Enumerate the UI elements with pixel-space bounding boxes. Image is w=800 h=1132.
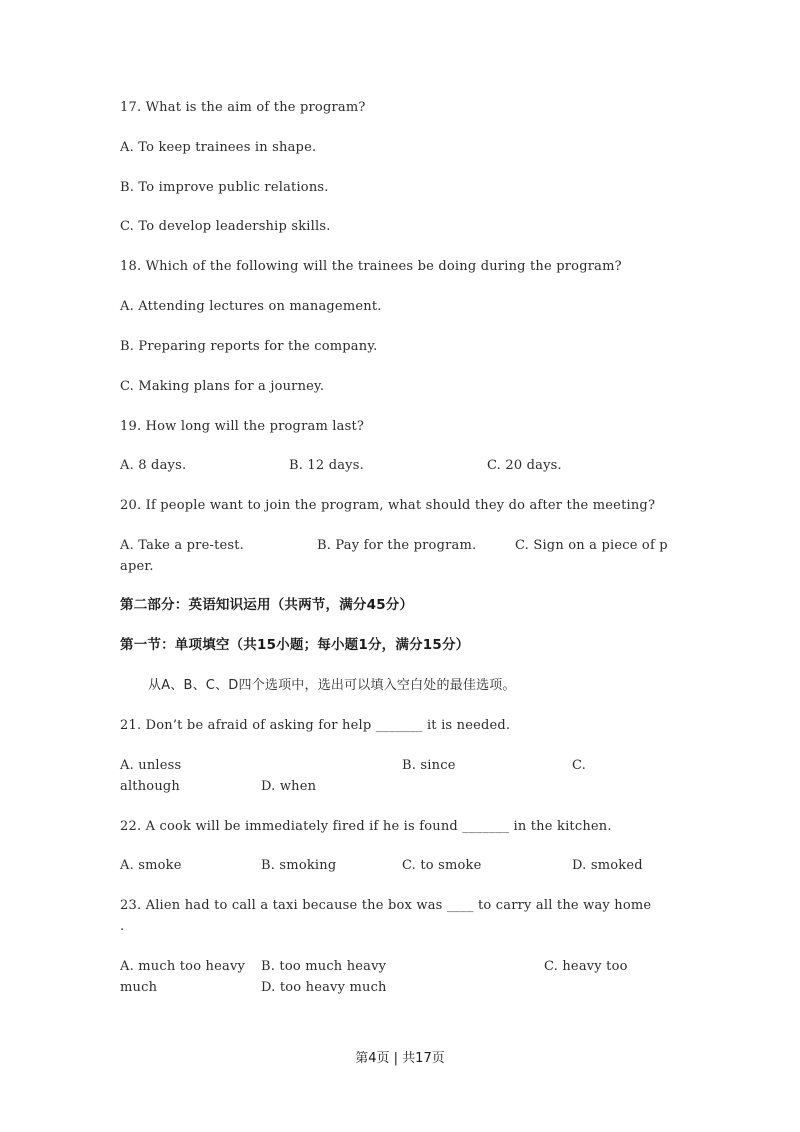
section1-heading: 第一节：单项填空（共15小题；每小题1分，满分15分） <box>120 637 470 653</box>
q23-stem: 23. Alien had to call a taxi because the box was ____ to carry all the way home <box>120 898 652 913</box>
q20-option-a: A. Take a pre-test. <box>120 538 245 553</box>
q22-option-d: D. smoked <box>572 858 643 873</box>
q22-option-b: B. smoking <box>261 858 337 873</box>
q17-stem: 17. What is the aim of the program? <box>120 100 366 115</box>
q21-stem: 21. Don’t be afraid of asking for help _______ it is needed. <box>120 718 511 733</box>
q19-option-b: B. 12 days. <box>289 458 364 473</box>
q21-option-c-wrap: although <box>120 779 180 794</box>
q18-option-b: B. Preparing reports for the company. <box>120 339 378 354</box>
q18-option-c: C. Making plans for a journey. <box>120 379 325 394</box>
part2-heading: 第二部分：英语知识运用（共两节，满分45分） <box>120 597 414 613</box>
q22-option-a: A. smoke <box>120 858 182 873</box>
q23-stem-wrap: . <box>120 919 125 934</box>
q23-option-d: D. too heavy much <box>261 980 387 995</box>
q22-stem: 22. A cook will be immediately fired if he is found _______ in the kitchen. <box>120 819 612 834</box>
q17-option-a: A. To keep trainees in shape. <box>120 140 317 155</box>
q20-option-c: C. Sign on a piece of p <box>515 538 668 553</box>
q18-option-a: A. Attending lectures on management. <box>120 299 382 314</box>
q23-option-c: C. heavy too <box>544 959 628 974</box>
q19-stem: 19. How long will the program last? <box>120 419 365 434</box>
q20-stem: 20. If people want to join the program, what should they do after the meeting? <box>120 498 656 513</box>
q22-option-c: C. to smoke <box>402 858 482 873</box>
q21-option-d: D. when <box>261 779 317 794</box>
q17-option-b: B. To improve public relations. <box>120 180 329 195</box>
q18-stem: 18. Which of the following will the trainees be doing during the program? <box>120 259 622 274</box>
section1-instruction: 从A、B、C、D四个选项中，选出可以填入空白处的最佳选项。 <box>148 678 516 693</box>
q20-option-b: B. Pay for the program. <box>317 538 477 553</box>
q23-option-a: A. much too heavy <box>120 959 246 974</box>
q17-option-c: C. To develop leadership skills. <box>120 219 331 234</box>
q19-option-c: C. 20 days. <box>487 458 562 473</box>
q21-option-b: B. since <box>402 758 456 773</box>
q19-option-a: A. 8 days. <box>120 458 187 473</box>
q23-option-b: B. too much heavy <box>261 959 387 974</box>
page-footer: 第4页 | 共17页 <box>355 1051 445 1066</box>
q23-option-c-wrap: much <box>120 980 158 995</box>
q20-option-c-wrap: aper. <box>120 559 154 574</box>
q21-option-c: C. <box>572 758 587 773</box>
q21-option-a: A. unless <box>120 758 182 773</box>
